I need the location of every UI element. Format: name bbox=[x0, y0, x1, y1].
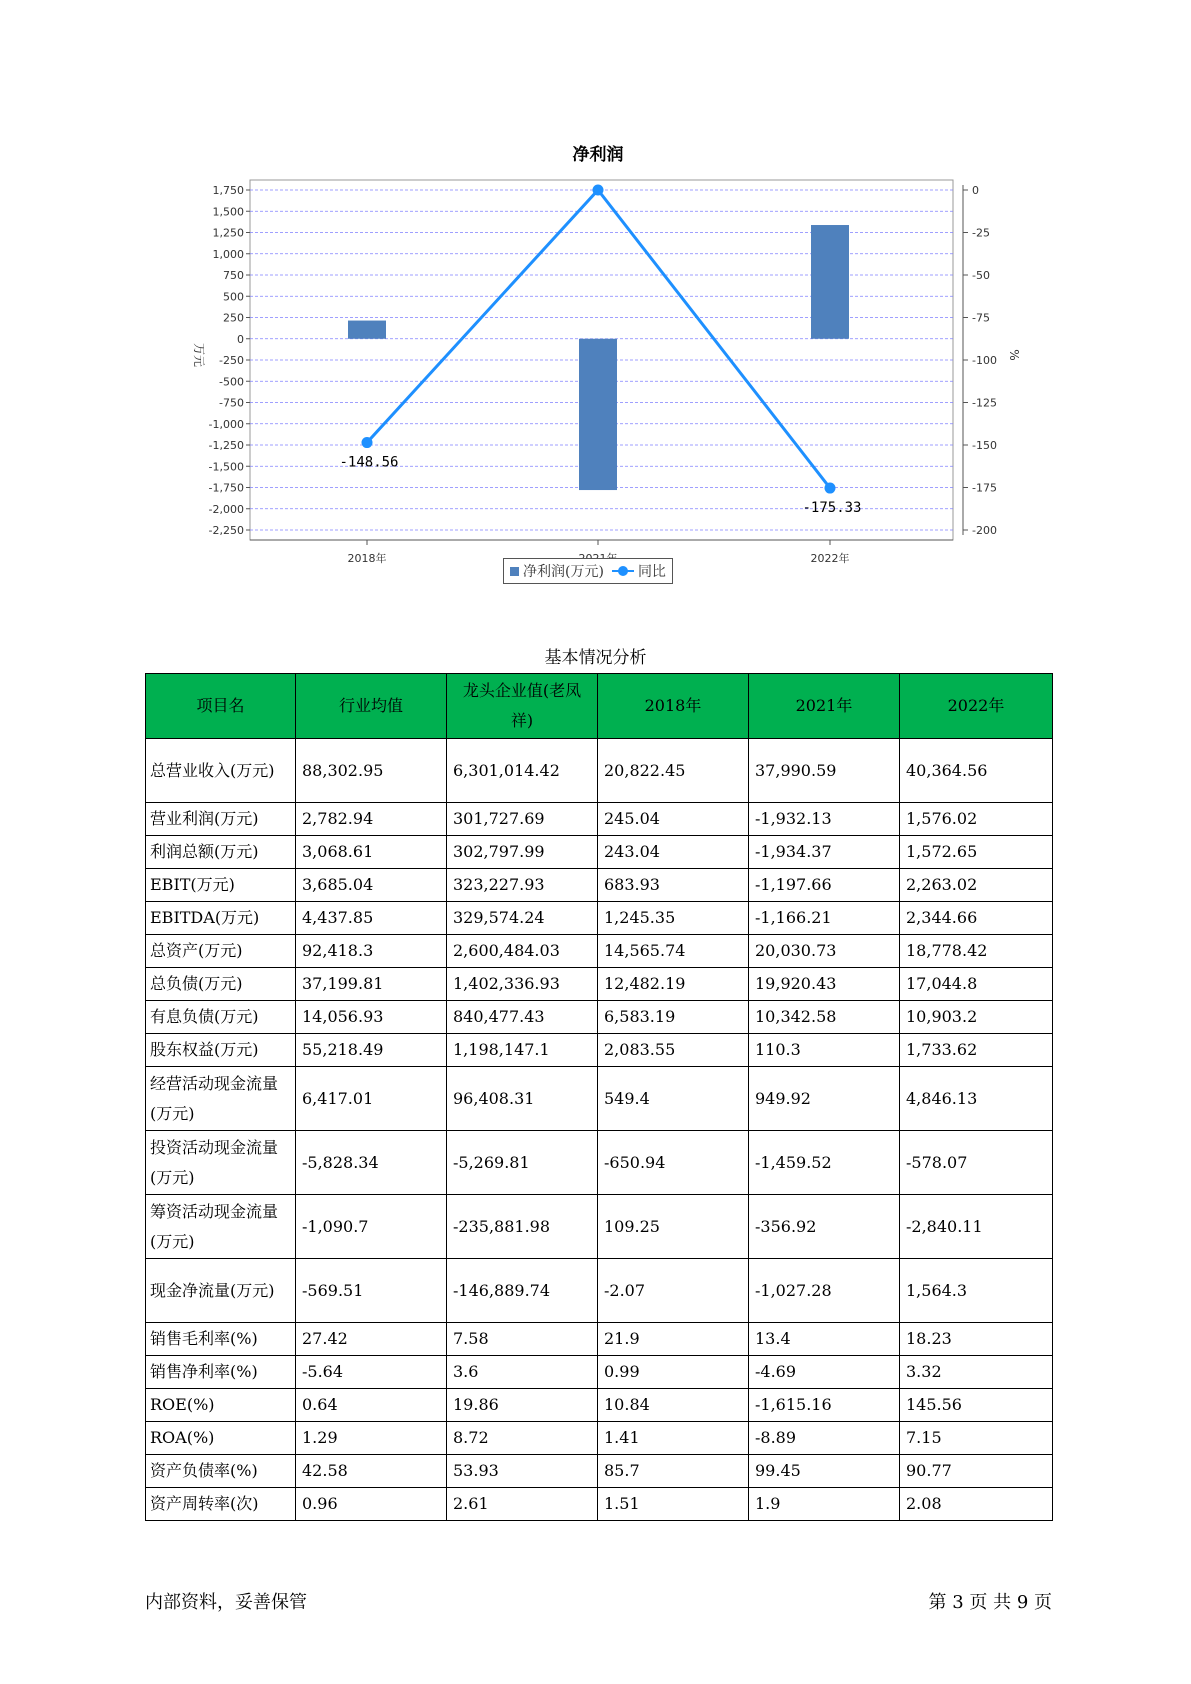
right-axis-unit: % bbox=[1007, 349, 1021, 361]
cell-value-2018: 20,822.45 bbox=[598, 739, 749, 803]
cell-item-name: 总负债(万元) bbox=[146, 968, 296, 1001]
cell-value-2021: -1,027.28 bbox=[749, 1259, 900, 1323]
table-row bbox=[146, 1259, 1053, 1323]
table-row bbox=[146, 902, 1053, 935]
cell-value-2018: 0.99 bbox=[598, 1356, 749, 1389]
cell-value-2022: 1,733.62 bbox=[900, 1034, 1053, 1067]
cell-industry-avg: 37,199.81 bbox=[296, 968, 447, 1001]
cell-value-2018: 1,245.35 bbox=[598, 902, 749, 935]
table-header-row bbox=[146, 674, 1053, 739]
header-2021: 2021年 bbox=[749, 674, 900, 739]
table-caption: 基本情况分析 bbox=[544, 648, 647, 668]
cell-item-name: 资产周转率(次) bbox=[146, 1488, 296, 1521]
cell-value-2021: -1,934.37 bbox=[749, 836, 900, 869]
cell-industry-avg: 92,418.3 bbox=[296, 935, 447, 968]
cell-leader-value: 96,408.31 bbox=[447, 1067, 598, 1131]
cell-value-2021: -1,615.16 bbox=[749, 1389, 900, 1422]
cell-item-name: 资产负债率(%) bbox=[146, 1455, 296, 1488]
cell-item-name: 股东权益(万元) bbox=[146, 1034, 296, 1067]
right-tick-label: -175 bbox=[972, 481, 997, 495]
cell-value-2021: 13.4 bbox=[749, 1323, 900, 1356]
cell-leader-value: 7.58 bbox=[447, 1323, 598, 1356]
cell-value-2021: 110.3 bbox=[749, 1034, 900, 1067]
cell-item-name: 总资产(万元) bbox=[146, 935, 296, 968]
cell-value-2022: 40,364.56 bbox=[900, 739, 1053, 803]
left-tick-label: 250 bbox=[223, 311, 244, 325]
cell-value-2021: 949.92 bbox=[749, 1067, 900, 1131]
cell-leader-value: -146,889.74 bbox=[447, 1259, 598, 1323]
cell-value-2022: 4,846.13 bbox=[900, 1067, 1053, 1131]
cell-leader-value: 8.72 bbox=[447, 1422, 598, 1455]
cell-item-name: 销售毛利率(%) bbox=[146, 1323, 296, 1356]
chart-title: 净利润 bbox=[572, 145, 624, 165]
legend-bar-label: 净利润(万元) bbox=[523, 564, 604, 580]
right-tick-label: -200 bbox=[972, 524, 997, 537]
cell-industry-avg: 6,417.01 bbox=[296, 1067, 447, 1131]
cell-value-2022: 3.32 bbox=[900, 1356, 1053, 1389]
cell-item-name: ROE(%) bbox=[146, 1389, 296, 1422]
cell-leader-value: 1,198,147.1 bbox=[447, 1034, 598, 1067]
cell-leader-value: 1,402,336.93 bbox=[447, 968, 598, 1001]
cell-industry-avg: 14,056.93 bbox=[296, 1001, 447, 1034]
cell-industry-avg: 0.64 bbox=[296, 1389, 447, 1422]
x-tick-label: 2022年 bbox=[810, 552, 850, 565]
table-row bbox=[146, 869, 1053, 902]
cell-value-2021: -356.92 bbox=[749, 1195, 900, 1259]
cell-industry-avg: 1.29 bbox=[296, 1422, 447, 1455]
table-row bbox=[146, 836, 1053, 869]
right-tick-label: -25 bbox=[972, 226, 990, 240]
right-tick-label: -125 bbox=[972, 396, 997, 410]
left-tick-label: -500 bbox=[219, 375, 244, 389]
table-row bbox=[146, 968, 1053, 1001]
cell-value-2021: -1,197.66 bbox=[749, 869, 900, 902]
cell-item-name: 有息负债(万元) bbox=[146, 1001, 296, 1034]
left-tick-label: -750 bbox=[219, 396, 244, 410]
cell-leader-value: -235,881.98 bbox=[447, 1195, 598, 1259]
cell-value-2018: 10.84 bbox=[598, 1389, 749, 1422]
cell-value-2018: 12,482.19 bbox=[598, 968, 749, 1001]
table-row bbox=[146, 1001, 1053, 1034]
left-tick-label: 1,000 bbox=[212, 247, 244, 261]
cell-value-2018: 243.04 bbox=[598, 836, 749, 869]
cell-industry-avg: 0.96 bbox=[296, 1488, 447, 1521]
table-row bbox=[146, 1195, 1053, 1259]
cell-item-name: 利润总额(万元) bbox=[146, 836, 296, 869]
cell-value-2022: 1,576.02 bbox=[900, 803, 1053, 836]
cell-leader-value: 301,727.69 bbox=[447, 803, 598, 836]
right-tick-label: -150 bbox=[972, 439, 997, 452]
left-axis-unit: 万元 bbox=[192, 342, 206, 368]
cell-value-2022: 18.23 bbox=[900, 1323, 1053, 1356]
cell-value-2022: 2.08 bbox=[900, 1488, 1053, 1521]
cell-value-2022: -2,840.11 bbox=[900, 1195, 1053, 1259]
yoy-point bbox=[825, 483, 836, 494]
cell-value-2021: 19,920.43 bbox=[749, 968, 900, 1001]
cell-leader-value: 302,797.99 bbox=[447, 836, 598, 869]
cell-industry-avg: 4,437.85 bbox=[296, 902, 447, 935]
cell-value-2018: 109.25 bbox=[598, 1195, 749, 1259]
right-tick-label: -100 bbox=[972, 354, 997, 367]
left-tick-label: 500 bbox=[223, 290, 244, 304]
cell-item-name: 营业利润(万元) bbox=[146, 803, 296, 836]
right-tick-label: -50 bbox=[972, 269, 990, 282]
cell-value-2018: 85.7 bbox=[598, 1455, 749, 1488]
cell-item-name: 销售净利率(%) bbox=[146, 1356, 296, 1389]
left-tick-label: -1,500 bbox=[208, 460, 244, 474]
left-tick-label: -1,000 bbox=[208, 417, 244, 431]
header-2018: 2018年 bbox=[598, 674, 749, 739]
left-tick-label: 1,500 bbox=[212, 205, 244, 219]
cell-industry-avg: 88,302.95 bbox=[296, 739, 447, 803]
cell-value-2018: 245.04 bbox=[598, 803, 749, 836]
cell-leader-value: 3.6 bbox=[447, 1356, 598, 1389]
left-tick-label: -250 bbox=[219, 354, 244, 367]
legend-line-swatch bbox=[612, 566, 634, 576]
cell-value-2018: 14,565.74 bbox=[598, 935, 749, 968]
left-tick-label: -1,250 bbox=[208, 439, 244, 452]
basic-analysis-table bbox=[145, 673, 1053, 1521]
left-tick-label: -2,000 bbox=[208, 502, 244, 516]
cell-leader-value: 2,600,484.03 bbox=[447, 935, 598, 968]
cell-value-2018: 683.93 bbox=[598, 869, 749, 902]
cell-leader-value: 323,227.93 bbox=[447, 869, 598, 902]
cell-value-2018: 6,583.19 bbox=[598, 1001, 749, 1034]
cell-industry-avg: 42.58 bbox=[296, 1455, 447, 1488]
right-tick-label: -75 bbox=[972, 311, 990, 325]
table-row bbox=[146, 1488, 1053, 1521]
header-item-name: 项目名 bbox=[146, 674, 296, 739]
right-tick-label: 0 bbox=[972, 184, 979, 197]
cell-industry-avg: 2,782.94 bbox=[296, 803, 447, 836]
cell-value-2022: 18,778.42 bbox=[900, 935, 1053, 968]
table-row bbox=[146, 739, 1053, 803]
footer-page-number: 第 3 页 共 9 页 bbox=[928, 1592, 1052, 1613]
cell-value-2021: -1,932.13 bbox=[749, 803, 900, 836]
left-tick-label: 750 bbox=[223, 269, 244, 282]
cell-industry-avg: 3,685.04 bbox=[296, 869, 447, 902]
net-profit-bar bbox=[348, 321, 386, 339]
cell-value-2021: -1,166.21 bbox=[749, 902, 900, 935]
legend-line-label: 同比 bbox=[637, 564, 666, 580]
net-profit-chart bbox=[0, 0, 1191, 600]
table-row bbox=[146, 1455, 1053, 1488]
cell-leader-value: -5,269.81 bbox=[447, 1131, 598, 1195]
cell-item-name: 投资活动现金流量(万元) bbox=[146, 1131, 296, 1195]
cell-value-2022: 1,564.3 bbox=[900, 1259, 1053, 1323]
cell-item-name: 经营活动现金流量(万元) bbox=[146, 1067, 296, 1131]
chart-svg bbox=[0, 0, 1191, 600]
cell-leader-value: 329,574.24 bbox=[447, 902, 598, 935]
cell-leader-value: 2.61 bbox=[447, 1488, 598, 1521]
cell-leader-value: 840,477.43 bbox=[447, 1001, 598, 1034]
cell-value-2022: 145.56 bbox=[900, 1389, 1053, 1422]
cell-value-2022: 90.77 bbox=[900, 1455, 1053, 1488]
yoy-data-label: -175.33 bbox=[802, 500, 862, 517]
cell-value-2022: 10,903.2 bbox=[900, 1001, 1053, 1034]
left-tick-label: 1,750 bbox=[212, 184, 244, 197]
chart-legend bbox=[503, 558, 673, 584]
cell-leader-value: 6,301,014.42 bbox=[447, 739, 598, 803]
cell-item-name: 筹资活动现金流量(万元) bbox=[146, 1195, 296, 1259]
cell-value-2018: 2,083.55 bbox=[598, 1034, 749, 1067]
cell-value-2021: 10,342.58 bbox=[749, 1001, 900, 1034]
cell-industry-avg: 55,218.49 bbox=[296, 1034, 447, 1067]
cell-value-2022: 7.15 bbox=[900, 1422, 1053, 1455]
table-row bbox=[146, 1067, 1053, 1131]
cell-industry-avg: -5.64 bbox=[296, 1356, 447, 1389]
cell-item-name: 总营业收入(万元) bbox=[146, 739, 296, 803]
cell-value-2018: -2.07 bbox=[598, 1259, 749, 1323]
footer-confidential-note: 内部资料，妥善保管 bbox=[145, 1592, 307, 1613]
cell-industry-avg: 27.42 bbox=[296, 1323, 447, 1356]
yoy-point bbox=[362, 437, 373, 448]
cell-industry-avg: -1,090.7 bbox=[296, 1195, 447, 1259]
yoy-data-label: -148.56 bbox=[339, 454, 399, 471]
cell-value-2018: 21.9 bbox=[598, 1323, 749, 1356]
table-row bbox=[146, 1323, 1053, 1356]
net-profit-bar bbox=[579, 339, 617, 490]
net-profit-bar bbox=[811, 225, 849, 339]
table-row bbox=[146, 1422, 1053, 1455]
table-row bbox=[146, 935, 1053, 968]
cell-value-2022: 2,263.02 bbox=[900, 869, 1053, 902]
header-industry-avg: 行业均值 bbox=[296, 674, 447, 739]
cell-industry-avg: -569.51 bbox=[296, 1259, 447, 1323]
table-body bbox=[146, 739, 1053, 1521]
cell-item-name: EBITDA(万元) bbox=[146, 902, 296, 935]
table-row bbox=[146, 1356, 1053, 1389]
cell-value-2018: 1.51 bbox=[598, 1488, 749, 1521]
left-tick-label: 0 bbox=[237, 332, 244, 346]
table-row bbox=[146, 1131, 1053, 1195]
cell-value-2018: 1.41 bbox=[598, 1422, 749, 1455]
cell-value-2021: 99.45 bbox=[749, 1455, 900, 1488]
cell-value-2018: -650.94 bbox=[598, 1131, 749, 1195]
cell-value-2022: 2,344.66 bbox=[900, 902, 1053, 935]
legend-bar-swatch bbox=[510, 567, 519, 576]
table-row bbox=[146, 803, 1053, 836]
cell-leader-value: 19.86 bbox=[447, 1389, 598, 1422]
cell-item-name: 现金净流量(万元) bbox=[146, 1259, 296, 1323]
cell-industry-avg: 3,068.61 bbox=[296, 836, 447, 869]
cell-value-2022: -578.07 bbox=[900, 1131, 1053, 1195]
cell-value-2021: -8.89 bbox=[749, 1422, 900, 1455]
left-tick-label: -2,250 bbox=[208, 524, 244, 537]
table-row bbox=[146, 1389, 1053, 1422]
table-row bbox=[146, 1034, 1053, 1067]
left-tick-label: -1,750 bbox=[208, 481, 244, 495]
cell-leader-value: 53.93 bbox=[447, 1455, 598, 1488]
header-leader-value: 龙头企业值(老凤祥) bbox=[447, 674, 598, 739]
left-tick-label: 1,250 bbox=[212, 226, 244, 240]
yoy-point bbox=[593, 185, 604, 196]
cell-value-2021: 1.9 bbox=[749, 1488, 900, 1521]
x-tick-label: 2018年 bbox=[347, 552, 387, 565]
cell-value-2021: 37,990.59 bbox=[749, 739, 900, 803]
cell-value-2022: 17,044.8 bbox=[900, 968, 1053, 1001]
cell-item-name: EBIT(万元) bbox=[146, 869, 296, 902]
cell-value-2021: -4.69 bbox=[749, 1356, 900, 1389]
cell-value-2021: 20,030.73 bbox=[749, 935, 900, 968]
header-2022: 2022年 bbox=[900, 674, 1053, 739]
cell-industry-avg: -5,828.34 bbox=[296, 1131, 447, 1195]
cell-value-2018: 549.4 bbox=[598, 1067, 749, 1131]
cell-value-2021: -1,459.52 bbox=[749, 1131, 900, 1195]
cell-item-name: ROA(%) bbox=[146, 1422, 296, 1455]
cell-value-2022: 1,572.65 bbox=[900, 836, 1053, 869]
